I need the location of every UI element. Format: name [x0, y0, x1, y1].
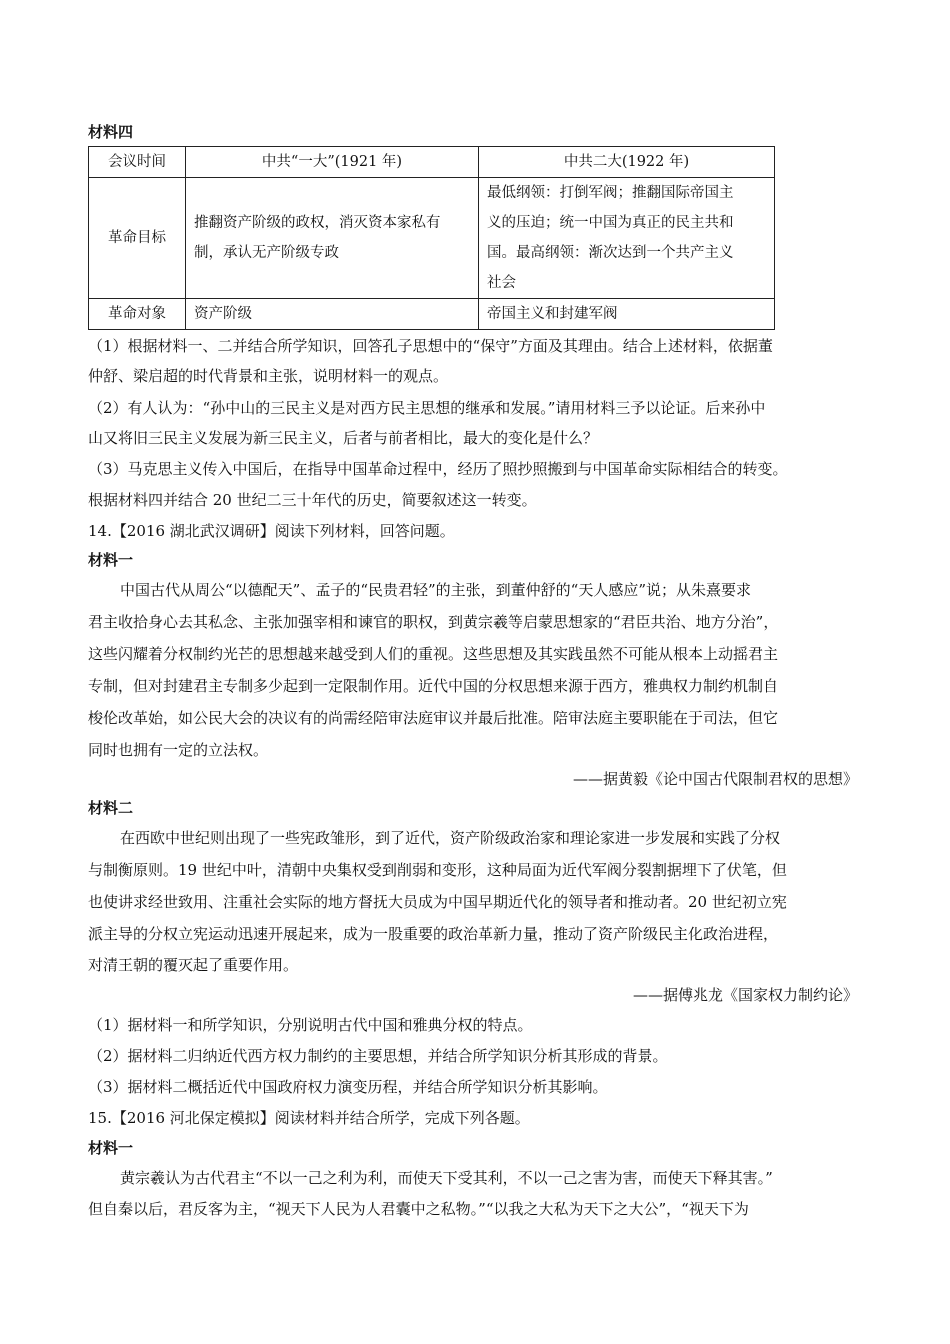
- paragraph-line: 在西欧中世纪则出现了一些宪政雏形，到了近代，资产阶级政治家和理论家进一步发展和实践了分权: [120, 829, 781, 847]
- source-citation: ——据黄毅《论中国古代限制君权的思想》: [572, 770, 858, 788]
- paragraph-line: 梭伦改革始，如公民大会的决议有的尚需经陪审法庭审议并最后批准。陪审法庭主要职能在于司法，但它: [88, 709, 779, 727]
- question-line: 仲舒、梁启超的时代背景和主张，说明材料一的观点。: [88, 367, 449, 385]
- paragraph-line: 对清王朝的覆灭起了重要作用。: [88, 956, 299, 974]
- material-label: 材料一: [88, 1139, 134, 1157]
- cell-line: 推翻资产阶级的政权，消灭资本家私有: [194, 215, 441, 231]
- paragraph-line: 派主导的分权立宪运动迅速开展起来，成为一股重要的政治革新力量，推动了资产阶级民主化政治进程，: [88, 925, 779, 943]
- question-line: （1）据材料一和所学知识，分别说明古代中国和雅典分权的特点。: [88, 1016, 533, 1034]
- paragraph-line: 这些闪耀着分权制约光芒的思想越来越受到人们的重视。这些思想及其实践虽然不可能从根本上动摇君主: [88, 645, 779, 663]
- question-line: 根据材料四并结合 20 世纪二三十年代的历史，简要叙述这一转变。: [88, 491, 537, 509]
- question-line: （3）据材料二概括近代中国政府权力演变历程，并结合所学知识分析其影响。: [88, 1078, 608, 1096]
- table-cell: [479, 178, 775, 299]
- cell-line: 制，承认无产阶级专政: [194, 245, 339, 261]
- table-cell: 帝国主义和封建军阀: [479, 299, 775, 330]
- question-line: （2）有人认为：“孙中山的三民主义是对西方民主思想的继承和发展。”请用材料三予以论证。后来孙中: [88, 399, 766, 417]
- cell-line: 国。最高纲领：渐次达到一个共产主义: [487, 245, 734, 261]
- question-14-title: 14.【2016 湖北武汉调研】阅读下列材料，回答问题。: [88, 522, 455, 540]
- question-line: （2）据材料二归纳近代西方权力制约的主要思想，并结合所学知识分析其形成的背景。: [88, 1047, 668, 1065]
- question-line: 山又将旧三民主义发展为新三民主义，后者与前者相比，最大的变化是什么？: [88, 429, 599, 447]
- paragraph-line: 与制衡原则。19 世纪中叶，清朝中央集权受到削弱和变形，这种局面为近代军阀分裂割据埋下了伏笔，但: [88, 861, 787, 879]
- question-line: （3）马克思主义传入中国后，在指导中国革命过程中，经历了照抄照搬到与中国革命实际相结合的转变。: [88, 460, 788, 478]
- material-label: 材料二: [88, 799, 134, 817]
- header-cell: 会议时间: [89, 147, 186, 178]
- material-label: 材料一: [88, 551, 134, 569]
- table-row: [89, 299, 775, 330]
- paragraph-line: 黄宗羲认为古代君主“不以一己之利为利，而使天下受其利，不以一己之害为害，而使天下释其害。”: [120, 1169, 773, 1187]
- material-4-label: 材料四: [88, 123, 134, 141]
- header-cell: 中共“一大”(1921 年): [186, 147, 479, 178]
- paragraph-line: 但自秦以后，君反客为主，“视天下人民为人君囊中之私物。”“以我之大私为天下之大公”，“视天下为: [88, 1200, 749, 1218]
- table-cell: [186, 178, 479, 299]
- cell-line: 义的压迫；统一中国为真正的民主共和: [487, 215, 734, 231]
- source-citation: ——据傅兆龙《国家权力制约论》: [632, 986, 858, 1004]
- table-row: [89, 178, 775, 299]
- paragraph-line: 同时也拥有一定的立法权。: [88, 741, 269, 759]
- paragraph-line: 专制，但对封建君主专制多少起到一定限制作用。近代中国的分权思想来源于西方，雅典权力制约机制自: [88, 677, 779, 695]
- paragraph-line: 也使讲求经世致用、注重社会实际的地方督抚大员成为中国早期近代化的领导者和推动者。20 世纪初立宪: [88, 893, 787, 911]
- cell-line: 社会: [487, 275, 516, 291]
- header-cell: 中共二大(1922 年): [479, 147, 775, 178]
- question-15-title: 15.【2016 河北保定模拟】阅读材料并结合所学，完成下列各题。: [88, 1109, 530, 1127]
- paragraph-line: 中国古代从周公“以德配天”、孟子的“民贵君轻”的主张，到董仲舒的“天人感应”说；从朱熹要求: [120, 581, 752, 599]
- table-header-row: [89, 147, 775, 178]
- cell-line: 最低纲领：打倒军阀；推翻国际帝国主: [487, 185, 734, 201]
- paragraph-line: 君主收拾身心去其私念、主张加强宰相和谏官的职权，到黄宗羲等启蒙思想家的“君臣共治、地方分治”，: [88, 613, 779, 631]
- row-label: 革命目标: [89, 178, 186, 299]
- table-cell: 资产阶级: [186, 299, 479, 330]
- question-line: （1）根据材料一、二并结合所学知识，回答孔子思想中的“保守”方面及其理由。结合上述材料，依据董: [88, 337, 773, 355]
- row-label: 革命对象: [89, 299, 186, 330]
- meeting-comparison-table: [88, 146, 775, 330]
